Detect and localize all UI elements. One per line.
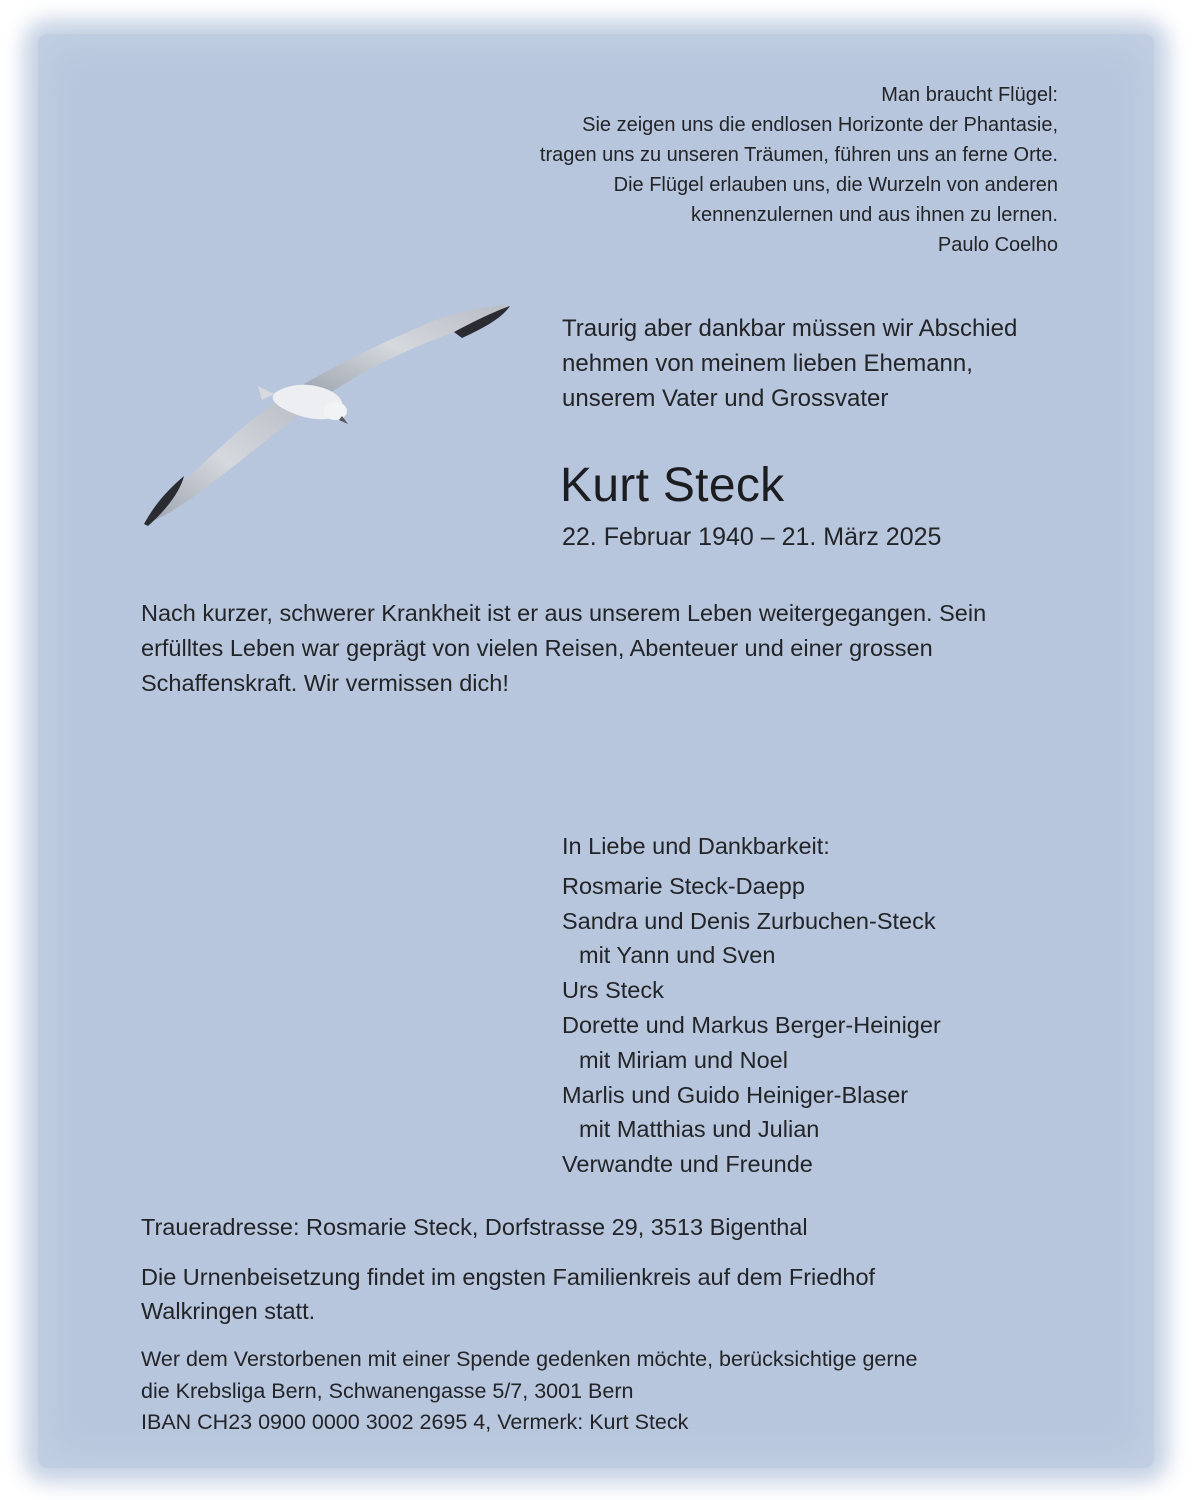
quote-line: Die Flügel erlauben uns, die Wurzeln von anderen: [613, 174, 1058, 196]
quote-author: Paulo Coelho: [937, 234, 1058, 256]
quote-line: Man braucht Flügel:: [881, 84, 1058, 106]
family-list: [562, 829, 1082, 1182]
quote-line: kennenzulernen und aus ihnen zu lernen.: [691, 204, 1058, 226]
family-member-children: mit Matthias und Julian: [579, 1116, 820, 1143]
intro-line: nehmen von meinem lieben Ehemann,: [562, 350, 973, 377]
life-dates: 22. Februar 1940 – 21. März 2025: [562, 523, 942, 551]
intro-line: Traurig aber dankbar müssen wir Abschied: [562, 315, 1018, 342]
donation-line: Wer dem Verstorbenen mit einer Spende gedenken möchte, berücksichtige gerne: [141, 1347, 918, 1371]
intro-text: [562, 311, 1082, 416]
deceased-name: Kurt Steck: [560, 459, 785, 512]
message-line: erfülltes Leben war geprägt von vielen Reisen, Abenteuer und einer grossen: [141, 635, 933, 661]
quote-line: tragen uns zu unseren Träumen, führen uns an ferne Orte.: [539, 144, 1058, 166]
burial-line: Die Urnenbeisetzung findet im engsten Familienkreis auf dem Friedhof: [141, 1264, 876, 1290]
seagull-image: [136, 300, 516, 535]
burial-notice: [141, 1260, 1041, 1328]
intro-line: unserem Vater und Grossvater: [562, 385, 889, 412]
burial-line: Walkringen statt.: [141, 1298, 316, 1324]
family-member-children: mit Yann und Sven: [579, 942, 776, 969]
family-heading: In Liebe und Dankbarkeit:: [562, 833, 830, 859]
family-member: Sandra und Denis Zurbuchen-Steck: [562, 907, 936, 934]
message-line: Nach kurzer, schwerer Krankheit ist er aus unserem Leben weitergegangen. Sein: [141, 600, 987, 626]
family-member-children: mit Miriam und Noel: [579, 1046, 788, 1073]
donation-notice: [141, 1344, 1071, 1439]
quote-line: Sie zeigen uns die endlosen Horizonte der Phantasie,: [582, 114, 1058, 136]
family-member: Marlis und Guido Heiniger-Blaser: [562, 1081, 909, 1108]
family-member: Verwandte und Freunde: [562, 1151, 813, 1178]
epigraph-quote: [418, 80, 1058, 260]
memorial-message: [141, 596, 1071, 701]
message-line: Schaffenskraft. Wir vermissen dich!: [141, 670, 509, 696]
donation-line: IBAN CH23 0900 0000 3002 2695 4, Vermerk: Kurt Steck: [141, 1410, 689, 1434]
family-member: Dorette und Markus Berger-Heiniger: [562, 1011, 941, 1038]
donation-line: die Krebsliga Bern, Schwanengasse 5/7, 3001 Bern: [141, 1378, 634, 1403]
family-member: Urs Steck: [562, 977, 664, 1004]
family-member: Rosmarie Steck-Daepp: [562, 872, 805, 899]
mourning-address: Traueradresse: Rosmarie Steck, Dorfstrasse 29, 3513 Bigenthal: [141, 1214, 808, 1240]
